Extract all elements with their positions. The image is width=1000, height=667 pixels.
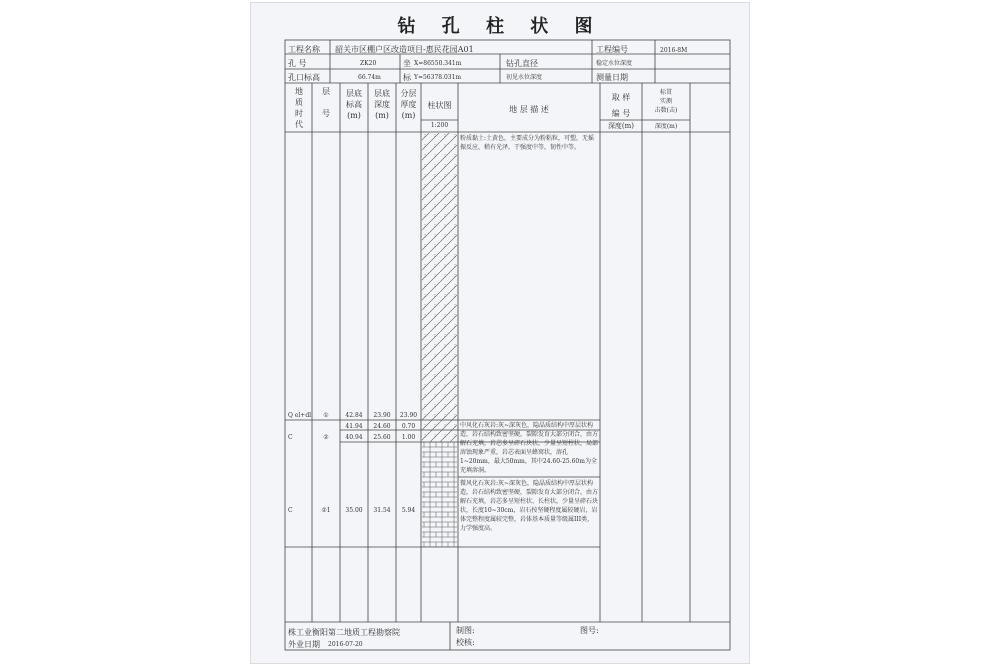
hole-no-label: 孔 号 bbox=[288, 59, 307, 68]
layer-bottom-elev: 42.84 bbox=[345, 412, 363, 419]
field-date-label: 外业日期 bbox=[288, 640, 320, 649]
layer-bottom-depth: 23.90 bbox=[373, 412, 391, 419]
layer-era: C bbox=[288, 434, 293, 441]
coord-label-y: 标 bbox=[403, 73, 411, 82]
page-title: 钻 孔 柱 状 图 bbox=[397, 16, 603, 37]
layer-description: 中风化石灰岩:灰~深灰色，隐晶质结构中厚层状构造，岩石结构致密坚硬，裂隙发育大部分闭合，由方解石充填，岩芯多呈碎石块状，少量呈短柱状，局部溶蚀现象严重，岩芯表面呈蜂窝状，溶孔1~20mm，最大50mm，其中24.60-25.60m为全充填溶洞。 bbox=[460, 422, 599, 474]
layer-no: ②1 bbox=[321, 507, 331, 514]
header-sample: 取 样 bbox=[611, 93, 631, 102]
layer-thickness: 0.70 bbox=[401, 423, 416, 430]
layer-description: 粉质黏土:土黄色，主要成分为粉粘粒，可塑，无摇振反应，稍有光泽，干强度中等，韧性中等。 bbox=[460, 135, 595, 151]
header-era: 地 质 时 代 bbox=[295, 87, 303, 129]
layer-bottom-elev: 35.00 bbox=[345, 507, 363, 514]
collar-elev-value: 66.74m bbox=[358, 74, 381, 81]
column-limestone-hatch bbox=[422, 442, 457, 547]
layer-era: C bbox=[288, 507, 293, 514]
header-column: 柱状图 bbox=[427, 101, 452, 110]
header-sample-no: 编 号 bbox=[611, 109, 631, 118]
column-clay-hatch bbox=[422, 133, 457, 420]
company-name: 株工业衡阳第二地质工程勘察院 bbox=[288, 628, 400, 637]
column-cave-hatch bbox=[422, 420, 457, 442]
header-bottom-elev: 层底 标高 (m) bbox=[346, 89, 362, 120]
layer-bottom-depth: 25.60 bbox=[373, 434, 391, 441]
table-border bbox=[285, 40, 730, 650]
borehole-log-sheet bbox=[250, 2, 750, 664]
layer-description: 微风化石灰岩:灰~深灰色，隐晶质结构中厚层状构造，岩石结构致密坚硬，裂隙发育大部分闭合，由方解石充填，岩芯多呈短柱状、长柱状，少量呈碎石块状，长度10~30cm，岩石按坚硬程度属较硬岩，岩体完整程度属较完整，岩体基本质量等级属III类，力学强度高。 bbox=[460, 480, 599, 532]
collar-elev-label: 孔口标高 bbox=[288, 73, 320, 82]
stable-water-label: 稳定水位深度 bbox=[596, 60, 633, 67]
header-spt: 标贯 实测 击数(击) bbox=[654, 89, 678, 114]
measure-date-label: 测量日期 bbox=[596, 73, 628, 82]
layer-no: ① bbox=[323, 412, 329, 419]
project-name-label: 工程名称 bbox=[288, 45, 320, 54]
drill-diameter-label: 钻孔直径 bbox=[506, 59, 538, 68]
drawing-no-label: 图号: bbox=[580, 626, 599, 635]
project-no-label: 工程编号 bbox=[596, 45, 628, 54]
header-sample-depth: 深度(m) bbox=[607, 122, 635, 130]
checker-label: 校核: bbox=[456, 638, 475, 647]
maker-label: 制图: bbox=[456, 626, 475, 635]
project-name-value: 韶关市区棚户区改造项目-惠民花园A01 bbox=[335, 45, 474, 54]
hole-no-value: ZK20 bbox=[360, 60, 377, 67]
layer-bottom-elev: 40.94 bbox=[345, 434, 363, 441]
layer-no: ② bbox=[323, 434, 329, 441]
header-thickness: 分层 厚度 (m) bbox=[400, 89, 417, 120]
layer-era: Q el+dl bbox=[288, 412, 312, 419]
header-spt-depth: 深度(m) bbox=[654, 123, 678, 130]
coord-y-value: Y=56378.031m bbox=[414, 74, 462, 81]
coord-label-x: 坐 bbox=[403, 59, 411, 68]
header-layer: 层 号 bbox=[322, 87, 330, 118]
header-scale: 1:200 bbox=[430, 122, 449, 129]
project-no-value: 2016-8M bbox=[660, 47, 688, 54]
layer-thickness: 1.00 bbox=[401, 434, 416, 441]
header-description: 地 层 描 述 bbox=[509, 105, 549, 114]
field-date-value: 2016-07-20 bbox=[328, 641, 363, 648]
layer-thickness: 23.90 bbox=[399, 412, 418, 419]
initial-water-label: 初见水位深度 bbox=[506, 74, 543, 81]
header-bottom-depth: 层底 深度 (m) bbox=[374, 89, 390, 120]
coord-x-value: X=86550.341m bbox=[414, 60, 462, 67]
layer-thickness: 5.94 bbox=[401, 507, 416, 514]
layer-bottom-elev: 41.94 bbox=[345, 423, 363, 430]
layer-bottom-depth: 31.54 bbox=[373, 507, 391, 514]
layer-bottom-depth: 24.60 bbox=[373, 423, 391, 430]
